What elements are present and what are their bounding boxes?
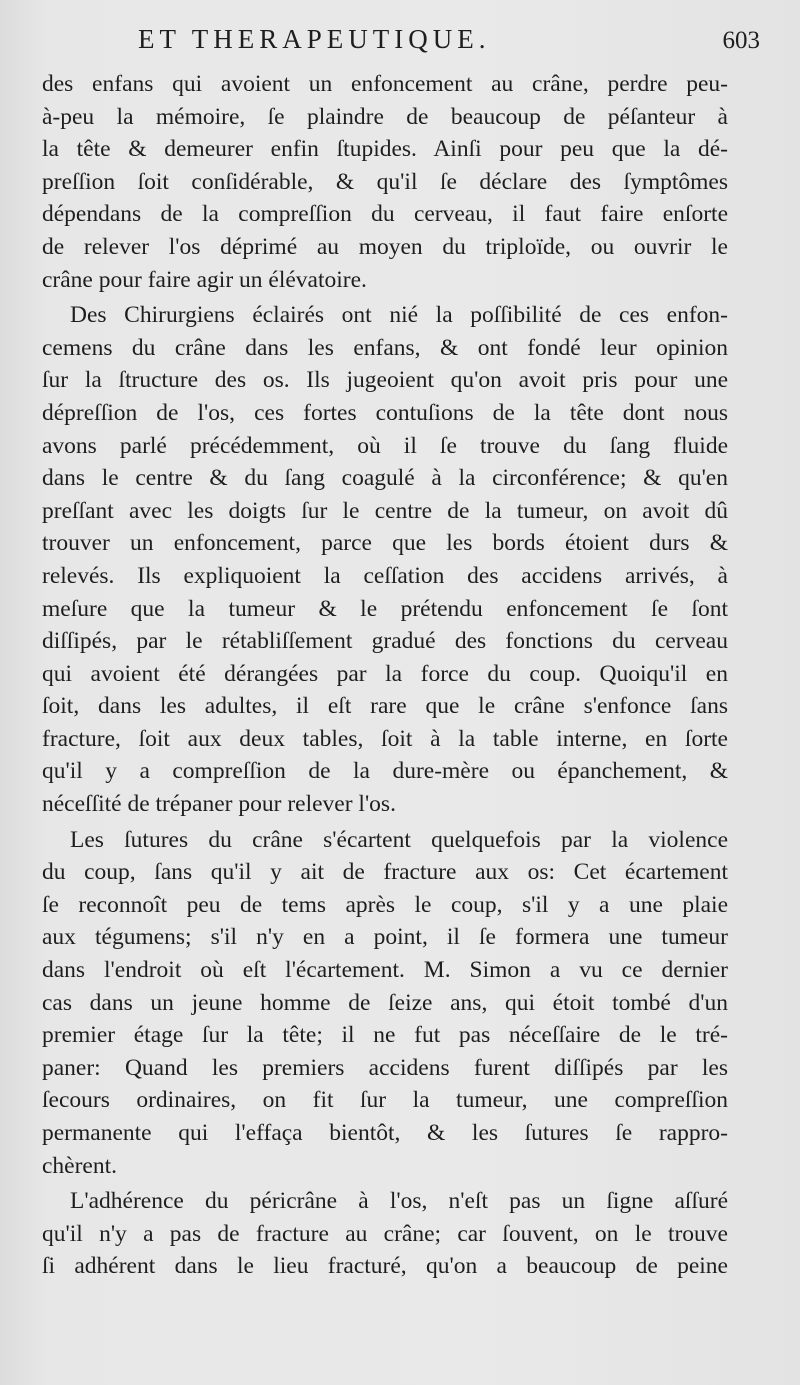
paragraph [42,68,728,296]
text-line: néceſſité de trépaner pour relever l'os. [42,791,396,818]
text-line: L'adhérence du péricrâne à l'os, n'eſt pas un ſigne aſſuré [70,1188,728,1215]
text-line: diſſipés, par le rétabliſſement gradué des fonctions du cerveau [42,628,728,655]
text-line: qu'il n'y a pas de fracture au crâne; car ſouvent, on le trouve [42,1220,728,1247]
text-line: premier étage ſur la tête; il ne fut pas néceſſaire de le tré- [42,1022,728,1049]
text-line: aux tégumens; s'il n'y en a point, il ſe formera une tumeur [42,924,728,951]
text-line: permanente qui l'effaça bientôt, & les ſutures ſe rappro- [42,1120,728,1146]
text-line: dépreſſion de l'os, ces fortes contuſions de la tête dont nous [42,399,728,426]
text-line: preſſant avec les doigts ſur le centre de la tumeur, on avoit dû [42,497,728,524]
text-line: dépendans de la compreſſion du cerveau, il faut faire enſorte [42,201,728,228]
page-number: 603 [722,27,760,54]
text-line: dans l'endroit où eſt l'écartement. M. Simon a vu ce dernier [42,957,728,984]
text-line: crâne pour faire agir un élévatoire. [42,266,367,293]
text-line: preſſion ſoit conſidérable, & qu'il ſe déclare des ſymptômes [42,168,728,195]
running-head: ET THERAPEUTIQUE. [138,24,491,54]
text-line: fracture, ſoit aux deux tables, ſoit à la table interne, en ſorte [42,725,728,752]
text-line: ſi adhérent dans le lieu fracturé, qu'on a beaucoup de peine [42,1253,728,1280]
text-line: Les ſutures du crâne s'écartent quelquefois par la violence [70,826,728,853]
text-line: ſoit, dans les adultes, il eſt rare que le crâne s'enfonce ſans [42,693,728,720]
text-line: à-peu la mémoire, ſe plaindre de beaucoup de péſanteur à [42,103,728,130]
text-line: cemens du crâne dans les enfans, & ont fondé leur opinion [42,334,728,361]
paragraph [42,299,728,821]
paragraph [42,1185,728,1283]
body-text [42,68,728,1283]
text-line: trouver un enfoncement, parce que les bords étoient durs & [42,530,728,557]
text-line: ſe reconnoît peu de tems après le coup, s'il y a une plaie [42,891,728,918]
text-line: avons parlé précédemment, où il ſe trouve du ſang fluide [42,432,728,459]
text-line: de relever l'os déprimé au moyen du triploïde, ou ouvrir le [42,233,728,260]
text-line: relevés. Ils expliquoient la ceſſation des accidens arrivés, à [42,562,728,589]
text-line: paner: Quand les premiers accidens furent diſſipés par les [42,1054,728,1081]
text-line: des enfans qui avoient un enfoncement au crâne, perdre peu- [42,71,728,97]
text-line: la tête & demeurer enfin ſtupides. Ainſi pour peu que la dé- [42,136,728,163]
text-line: du coup, ſans qu'il y ait de fracture aux os: Cet écartement [42,859,728,886]
text-line: Des Chirurgiens éclairés ont nié la poſſibilité de ces enfon- [70,302,728,329]
text-line: meſure que la tumeur & le prétendu enfoncement ſe ſont [42,595,728,622]
text-line: cas dans un jeune homme de ſeize ans, qui étoit tombé d'un [42,989,728,1016]
page-header [40,18,760,62]
paragraph [42,824,728,1183]
text-line: qui avoient été dérangées par la force du coup. Quoiqu'il en [42,660,728,687]
text-line: ſur la ſtructure des os. Ils jugeoient qu'on avoit pris pour une [42,367,728,394]
text-line: dans le centre & du ſang coagulé à la circonférence; & qu'en [42,465,728,492]
text-line: ſecours ordinaires, on fit ſur la tumeur, une compreſſion [42,1087,728,1114]
text-line: chèrent. [42,1152,118,1179]
text-line: qu'il y a compreſſion de la dure-mère ou épanchement, & [42,758,728,785]
